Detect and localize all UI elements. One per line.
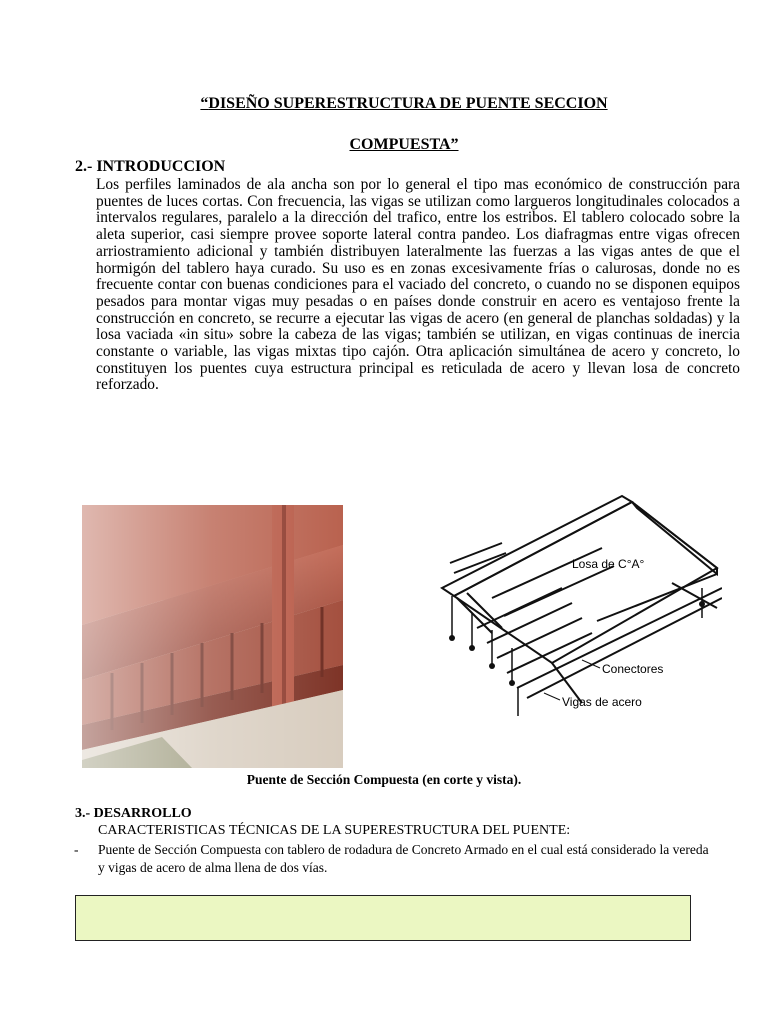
- bullet-mark: -: [74, 842, 79, 857]
- bridge-underside-photo: [82, 505, 343, 768]
- highlight-box: [75, 895, 691, 941]
- section-3-heading: 3.- DESARROLLO: [75, 806, 192, 821]
- section-3-subheading: CARACTERISTICAS TÉCNICAS DE LA SUPERESTRUCTURA DEL PUENTE:: [98, 823, 571, 838]
- section-2-heading: 2.- INTRODUCCION: [75, 158, 226, 175]
- introduction-paragraph: Los perfiles laminados de ala ancha son por lo general el tipo mas económico de construcción para puentes de luces cortas. Con frecuencia, las vigas se utilizan como largueros longitudinales colocados a intervalos regulares, paralelo a la dirección del trafico, entre los estribos. El tablero colocado sobre la aleta superior, casi siempre provee soporte lateral contra pandeo. Los diafragmas entre vigas ofrecen arriostramiento adicional y también distribuyen lateralmente las fuerzas a las vigas antes de que el hormigón del tablero haya curado. Su uso es en zonas excesivamente frías o calurosas, donde no es frecuente contar con buenas condiciones para el vaciado del concreto, o cuando no se disponen equipos pesados para montar vigas muy pesadas o en países donde construir en acero es ventajoso frente la construcción en concreto, se recurre a ejecutar las vigas de acero (en general de planchas soldadas) y la losa vaciada «in situ» sobre la cabeza de las vigas; también se utilizan, en vigas continuas de inercia constante o variable, las vigas mixtas tipo cajón. Otra aplicación simultánea de acero y concreto, lo constituyen los puentes cuya estructura principal es reticulada de acero y llevan losa de concreto reforzado.: [96, 176, 740, 394]
- connectors-label: Conectores: [602, 662, 664, 676]
- bullet-text: Puente de Sección Compuesta con tablero de rodadura de Concreto Armado en el cual está considerado la vereda y vigas de acero de alma llena de dos vías.: [98, 842, 709, 875]
- document-title-line2: COMPUESTA”: [349, 136, 459, 153]
- figure-caption: Puente de Sección Compuesta (en corte y vista).: [246, 772, 522, 787]
- document-title-line1: “DISEÑO SUPERESTRUCTURA DE PUENTE SECCION: [200, 95, 608, 112]
- slab-label: Losa de C°A°: [572, 557, 645, 571]
- composite-section-drawing: [432, 488, 722, 718]
- beams-label: Vigas de acero: [562, 695, 642, 709]
